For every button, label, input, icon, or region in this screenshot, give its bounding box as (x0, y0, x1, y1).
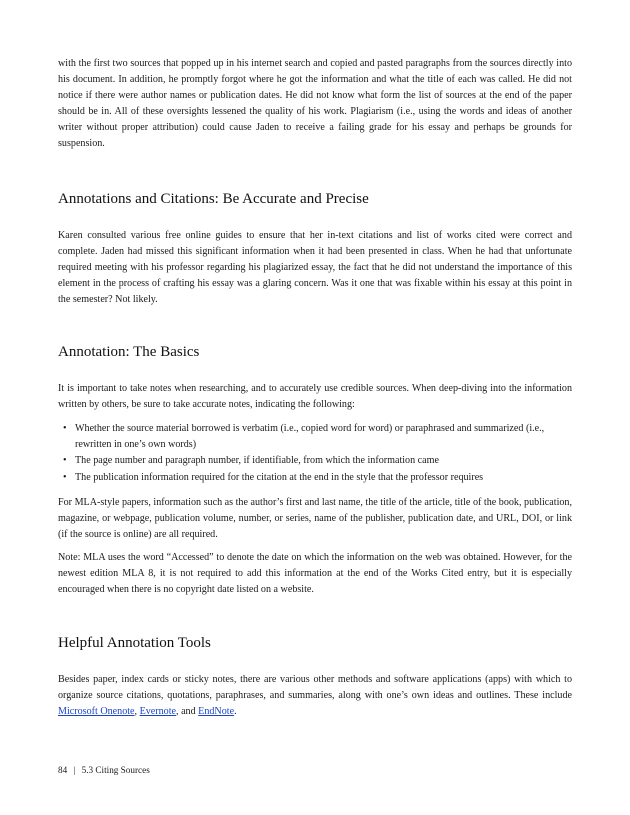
mla-note-paragraph: Note: MLA uses the word “Accessed” to denote the date on which the information on the web was obtained. However, for the newest edition MLA 8, it is not required to add this information at the end of the Works Cited entry, but it is especially encouraged when there is no copyright date listed on a website. (58, 551, 572, 596)
list-item-text: The publication information required for the citation at the end in the style that the professor requires (75, 471, 484, 483)
page-number: 84 (58, 765, 68, 775)
evernote-link[interactable]: Evernote (139, 706, 177, 718)
mla-paragraph: For MLA-style papers, information such as the author’s first and last name, the title of the article, title of the book, publication, magazine, or webpage, publication volume, number, or series, name of the publisher, publication date, and URL, DOI, or link (if the source is online) are all required. (58, 496, 572, 540)
intro-paragraph: with the first two sources that popped up in his internet search and copied and pasted paragraphs from the sources directly into his document. In addition, he promptly forgot where he got the information and what the title of each was called. He did not notice if there were author names or publication dates. He did not know what form the list of sources at the end of the paper should be in. All of these oversights lessened the quality of his work. Plagiarism (i.e., using the words and ideas of another writer without proper attribution) could cause Jaden to receive a failing grade for his essay and perhaps be grounds for suspension. (58, 58, 572, 150)
list-item-text: Whether the source material borrowed is verbatim (i.e., copied word for word) or paraphrased and summarized (i.e., rewritten in one’s own words) (75, 423, 545, 451)
footer-separator: | (73, 765, 76, 775)
bullet-icon: • (63, 423, 67, 435)
link-separator: , and (176, 706, 199, 718)
list-item (63, 453, 572, 469)
notes-bullet-list (58, 421, 572, 485)
sentence-end: . (234, 706, 237, 718)
endnote-link[interactable]: EndNote (198, 706, 235, 718)
microsoft-onenote-link[interactable]: Microsoft Onenote (58, 706, 135, 718)
link-separator: , (134, 706, 140, 718)
tools-paragraph (58, 672, 572, 720)
page-content (58, 56, 572, 720)
heading-annotations-citations: Annotations and Citations: Be Accurate and Precise (58, 190, 369, 207)
heading-annotation-basics: Annotation: The Basics (58, 344, 200, 361)
list-item-text: The page number and paragraph number, if identifiable, from which the information came (75, 455, 439, 467)
footer-section-label: 5.3 Citing Sources (81, 765, 150, 775)
notes-intro-paragraph: It is important to take notes when researching, and to accurately use credible sources. When deep-diving into the information written by others, be sure to take accurate notes, indicating the following: (58, 383, 572, 411)
karen-paragraph: Karen consulted various free online guides to ensure that her in-text citations and list of works cited were correct and complete. Jaden had missed this significant information when it had been presented in class. When he had that unfortunate required meeting with his professor regarding his plagiarized essay, the fact that he did not understand the importance of this element in the process of crafting his essay was a glaring concern. Was it one that was fixable within his essay at this point in the semester? Not likely. (58, 229, 572, 305)
bullet-icon: • (63, 471, 67, 483)
heading-annotation-tools: Helpful Annotation Tools (58, 635, 211, 652)
tools-paragraph-text: Besides paper, index cards or sticky notes, there are various other methods and software applications (apps) with which to organize source citations, quotations, paraphrases, and summaries, along with one’s own ideas and outlines. These include (58, 674, 572, 702)
bullet-icon: • (63, 455, 67, 467)
list-item (63, 470, 572, 486)
list-item (63, 421, 572, 453)
page-footer (58, 764, 150, 776)
